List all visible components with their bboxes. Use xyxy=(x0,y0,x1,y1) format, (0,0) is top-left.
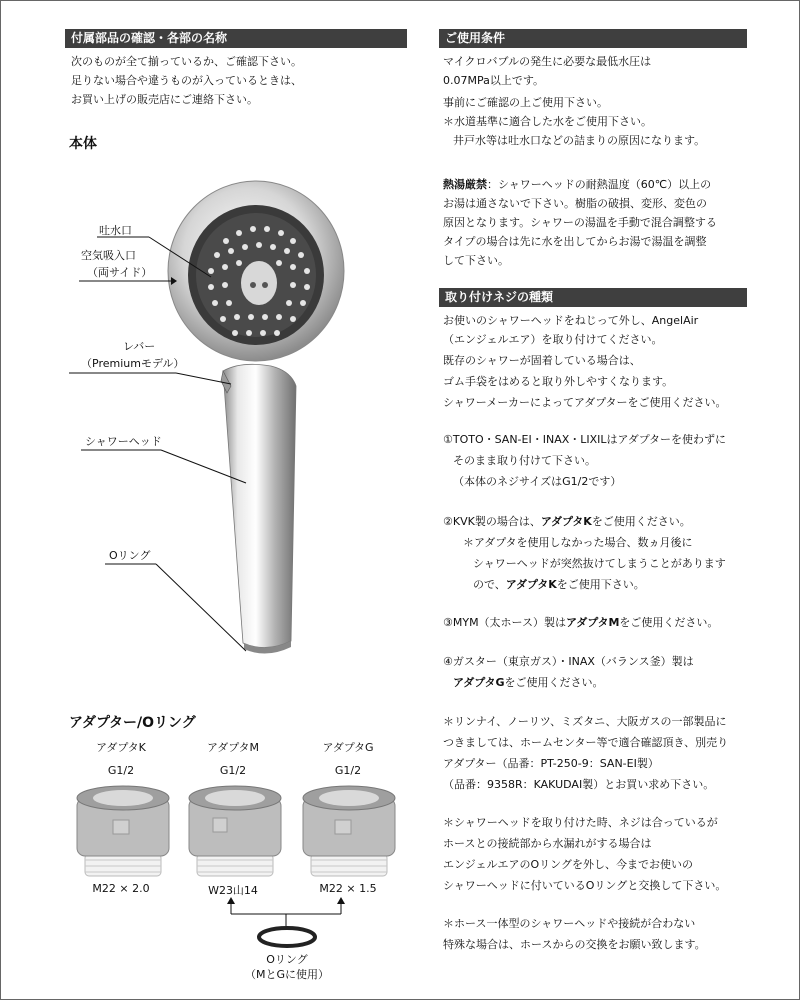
hot-water-line-2: お湯は通さないで下さい。樹脂の破損、変形、変色の xyxy=(443,197,707,210)
hot-water-line-4: タイプの場合は先に水を出してからお湯で湯温を調整 xyxy=(443,235,707,248)
note2-line-3: エンジェルエアのOリングを外し、今までお使いの xyxy=(443,858,693,871)
adapter-g-image xyxy=(301,784,397,879)
item2-note3-adapter: アダプタK xyxy=(505,578,557,591)
conditions-line-1: マイクロバブルの発生に必要な最低水圧は xyxy=(443,55,652,68)
item2-line-1 xyxy=(443,512,691,531)
item4-adapter: アダプタG xyxy=(453,676,505,689)
oring-label: Oリング xyxy=(266,953,308,966)
adapter-g-name: アダプタG xyxy=(322,741,374,754)
adapter-m-name: アダプタM xyxy=(207,741,259,754)
body-heading: 本体 xyxy=(69,136,97,152)
conditions-line-4: ＊水道基準に適合した水をご使用下さい。 xyxy=(443,115,652,128)
label-spout: 吐水口 xyxy=(99,224,132,237)
section-header-parts: 付属部品の確認・各部の名称 xyxy=(65,29,407,48)
hot-water-text: ：シャワーヘッドの耐熱温度（60℃）以上の xyxy=(487,178,712,191)
item3-adapter: アダプタM xyxy=(566,616,620,629)
adapter-k-thread-bottom: M22 × 2.0 xyxy=(92,882,150,895)
hot-water-line-3: 原因となります。シャワーの湯温を手動で混合調整する xyxy=(443,216,717,229)
threads-intro-2: （エンジェルエア）を取り付けてください。 xyxy=(443,333,663,346)
item2-adapter: アダプタK xyxy=(540,515,592,528)
item2-pre: ②KVK製の場合は、 xyxy=(443,515,541,528)
item2-note-2: シャワーヘッドが突然抜けてしまうことがあります xyxy=(473,557,726,570)
note1-line-4: （品番：9358R：KAKUDAI製）とお買い求め下さい。 xyxy=(443,778,715,791)
note1-line-2: つきましては、ホームセンター等で適合確認頂き、別売り xyxy=(443,736,729,749)
note3-line-2: 特殊な場合は、ホースからの交換をお願い致します。 xyxy=(443,938,706,951)
section-header-conditions: ご使用条件 xyxy=(439,29,747,48)
item2-note-3 xyxy=(473,575,645,594)
adapter-k-name: アダプタK xyxy=(96,741,146,754)
note3-line-1: ＊ホース一体型のシャワーヘッドや接続が合わない xyxy=(443,917,696,930)
item1-line-1: ①TOTO・SAN-EI・INAX・LIXILはアダプターを使わずに xyxy=(443,433,726,446)
note1-line-3: アダプター（品番：PT-250-9：SAN-EI製） xyxy=(443,757,659,770)
leader-lines xyxy=(1,1,421,701)
item1-line-2: そのまま取り付けて下さい。 xyxy=(453,454,596,467)
item3-line xyxy=(443,613,718,632)
note2-line-2: ホースとの接続部から水漏れがする場合は xyxy=(443,837,652,850)
label-air-intake-sub: （両サイド） xyxy=(87,266,153,279)
adapter-g-thread-top: G1/2 xyxy=(334,764,362,777)
item2-note3-pre: ので、 xyxy=(473,578,506,591)
label-lever-sub: （Premiumモデル） xyxy=(81,357,185,370)
adapter-g-thread-bottom: M22 × 1.5 xyxy=(319,882,377,895)
note2-line-4: シャワーヘッドに付いているOリングと交換して下さい。 xyxy=(443,879,727,892)
item3-pre: ③MYM（太ホース）製は xyxy=(443,616,567,629)
adapters-heading: アダプター/Oリング xyxy=(69,715,196,731)
hot-water-line-5: して下さい。 xyxy=(443,254,509,267)
item3-post: をご使用ください。 xyxy=(619,616,719,629)
adapter-k-thread-top: G1/2 xyxy=(107,764,135,777)
parts-line-3: お買い上げの販売店にご連絡下さい。 xyxy=(71,93,258,106)
section-header-threads: 取り付けネジの種類 xyxy=(439,288,747,307)
threads-intro-5: シャワーメーカーによってアダプターをご使用ください。 xyxy=(443,396,727,409)
threads-intro-1: お使いのシャワーヘッドをねじって外し、AngelAir xyxy=(443,314,699,327)
note1-line-1: ＊リンナイ、ノーリツ、ミズタニ、大阪ガスの一部製品に xyxy=(443,715,727,728)
item4-line-2 xyxy=(453,673,604,692)
adapter-m-thread-top: G1/2 xyxy=(219,764,247,777)
hot-water-line-1 xyxy=(443,175,711,194)
threads-intro-4: ゴム手袋をはめると取り外しやすくなります。 xyxy=(443,375,674,388)
threads-intro-3: 既存のシャワーが固着している場合は、 xyxy=(443,354,641,367)
item4-line-1: ④ガスター（東京ガス）・INAX（バランス釜）製は xyxy=(443,655,694,668)
item2-post: をご使用ください。 xyxy=(591,515,691,528)
hot-water-warning: 熱湯厳禁 xyxy=(443,178,487,191)
oring-image xyxy=(257,926,317,948)
adapter-m-thread-bottom: W23山14 xyxy=(208,884,258,897)
parts-line-1: 次のものが全て揃っているか、ご確認下さい。 xyxy=(71,55,302,68)
adapter-m-image xyxy=(187,784,283,879)
conditions-line-5: 井戸水等は吐水口などの詰まりの原因になります。 xyxy=(453,134,706,147)
label-air-intake: 空気吸入口 xyxy=(81,249,136,262)
item2-note-1: ＊アダプタを使用しなかった場合、数ヵ月後に xyxy=(463,536,693,549)
item4-post: をご使用ください。 xyxy=(504,676,604,689)
label-lever: レバー xyxy=(123,340,156,353)
label-o-ring: Oリング xyxy=(109,549,151,562)
label-shower-head: シャワーヘッド xyxy=(85,435,162,448)
note2-line-1: ＊シャワーヘッドを取り付けた時、ネジは合っているが xyxy=(443,816,718,829)
item1-line-3: （本体のネジサイズはG1/2です） xyxy=(453,475,622,488)
parts-line-2: 足りない場合や違うものが入っているときは、 xyxy=(71,74,302,87)
oring-note: （MとGに使用） xyxy=(244,968,329,981)
adapter-k-image xyxy=(75,784,171,879)
item2-note3-post: をご使用下さい。 xyxy=(556,578,645,591)
conditions-line-2: 0.07MPa以上です。 xyxy=(443,74,544,87)
conditions-line-3: 事前にご確認の上ご使用下さい。 xyxy=(443,96,608,109)
